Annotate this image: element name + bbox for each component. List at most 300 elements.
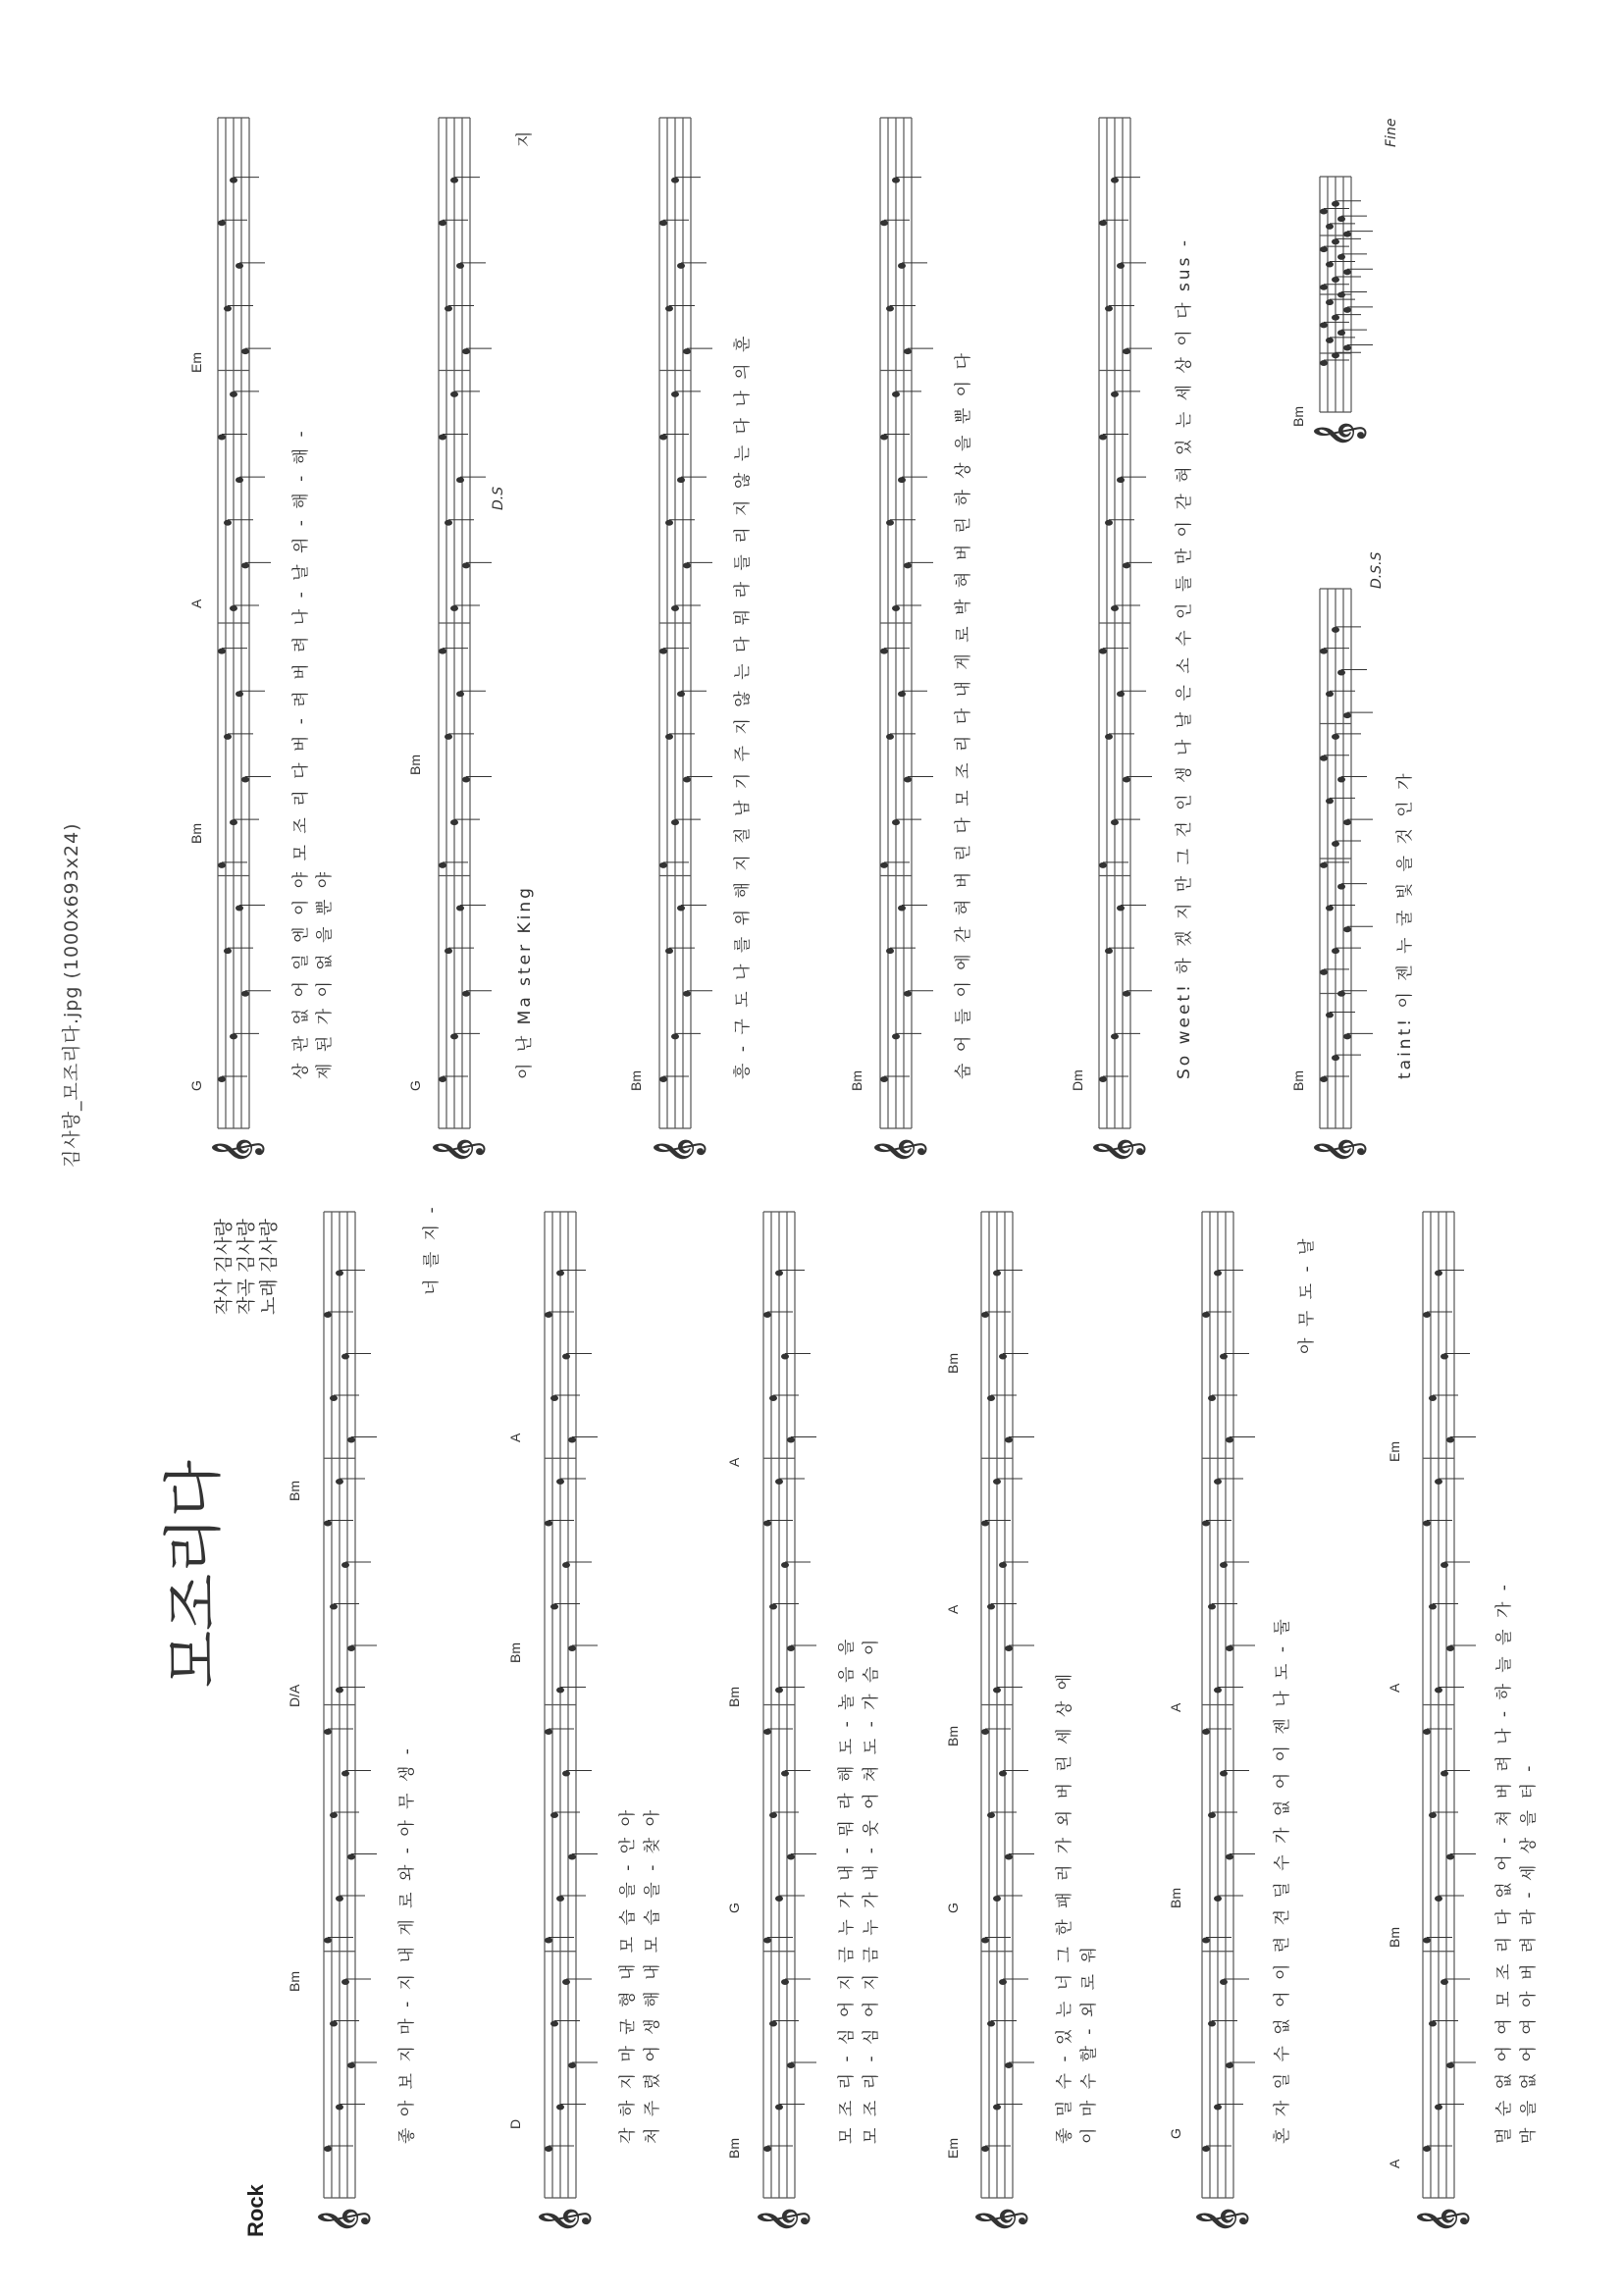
note-head	[1099, 434, 1107, 440]
chord: A	[945, 1604, 961, 1614]
chord: A	[1387, 1683, 1402, 1693]
lyric-line: 지	[515, 128, 535, 147]
note-head	[1326, 905, 1334, 911]
note-head	[1226, 1854, 1233, 1860]
chord: Bm	[287, 1481, 302, 1501]
note-head	[218, 649, 226, 654]
treble-clef-icon: 𝄞	[1314, 421, 1364, 447]
note-head	[1337, 777, 1345, 783]
note-head	[880, 1076, 888, 1082]
note-head	[330, 1812, 338, 1818]
note-head	[1111, 391, 1119, 397]
treble-clef-icon: 𝄞	[433, 1137, 483, 1164]
treble-clef-icon: 𝄞	[975, 2207, 1025, 2233]
note-head	[1220, 1979, 1228, 1985]
note-head	[450, 819, 458, 825]
note-head	[1332, 734, 1339, 740]
note-head	[763, 1729, 771, 1735]
note-head	[568, 2062, 576, 2068]
note-head	[671, 1033, 679, 1039]
note-head	[769, 1395, 777, 1401]
note-head	[1446, 1854, 1454, 1860]
note-head	[556, 1688, 564, 1694]
note-head	[1226, 1645, 1233, 1651]
note-head	[1429, 1604, 1437, 1610]
note-head	[439, 649, 446, 654]
chord: A	[1168, 1702, 1183, 1712]
note-head	[324, 1521, 332, 1527]
chord: Dm	[1070, 1069, 1085, 1091]
note-head	[324, 1938, 332, 1944]
note-head	[1123, 777, 1130, 783]
note-head	[886, 306, 894, 312]
note-head	[1435, 1688, 1442, 1694]
lyric-line: 모 조 리 - 심 어 지 금 누 가 내 - 웃 어 쳐 도 - 가 슴 이	[862, 1636, 881, 2144]
note-head	[224, 734, 232, 740]
note-head	[775, 1479, 783, 1485]
note-head	[1005, 1437, 1013, 1443]
lyric-line: 막 을 없 어 여 아 버 려 라 - 세 상 을 터 -	[1519, 1762, 1539, 2144]
note-head	[224, 520, 232, 526]
treble-clef-icon: 𝄞	[1196, 2207, 1246, 2233]
note-head	[1208, 2021, 1216, 2027]
note-head	[1320, 649, 1328, 654]
note-head	[1220, 1354, 1228, 1360]
note-head	[1214, 1688, 1222, 1694]
note-head	[671, 391, 679, 397]
note-head	[330, 1395, 338, 1401]
note-head	[880, 434, 888, 440]
chord: A	[726, 1457, 742, 1467]
note-head	[1105, 520, 1113, 526]
note-head	[230, 178, 237, 183]
note-head	[1111, 605, 1119, 611]
note-head	[993, 1271, 1001, 1277]
note-head	[330, 1604, 338, 1610]
note-head	[1320, 322, 1328, 328]
lyric-line: 처 주 렸 어 생 해 내 모 습 을 - 찾 아	[643, 1806, 662, 2144]
note-head	[1123, 991, 1130, 997]
note-head	[1326, 262, 1334, 268]
note-head	[556, 2105, 564, 2111]
note-head	[775, 1896, 783, 1902]
note-head	[1123, 562, 1130, 568]
note-head	[456, 477, 464, 483]
note-head	[1202, 1729, 1210, 1735]
note-head	[787, 1854, 795, 1860]
note-head	[892, 178, 900, 183]
note-head	[445, 734, 452, 740]
note-head	[1441, 1979, 1448, 1985]
note-head	[981, 1312, 989, 1318]
note-head	[341, 1354, 349, 1360]
note-head	[1343, 345, 1351, 351]
note-head	[336, 1271, 343, 1277]
note-head	[898, 905, 906, 911]
note-head	[1111, 819, 1119, 825]
note-head	[904, 348, 912, 354]
fine-mark: Fine	[1384, 118, 1399, 147]
note-head	[347, 1437, 355, 1443]
note-head	[439, 434, 446, 440]
note-head	[1343, 926, 1351, 932]
note-head	[1320, 969, 1328, 975]
lyric-line: 혼 자 일 수 없 어 이 련 견 딜 수 가 없 어 이 젠 나 도 - 둘	[1273, 1616, 1292, 2144]
note-head	[775, 1688, 783, 1694]
note-head	[886, 520, 894, 526]
note-head	[1220, 1771, 1228, 1777]
lyric-line: 흥 - 구 도 나 를 위 해 지 질 남 기 주 지 않 는 다 뭐 라 들 리 지 않 는 다 나 의 훈	[733, 333, 753, 1079]
chord: A	[507, 1433, 523, 1442]
note-head	[1326, 1013, 1334, 1018]
note-head	[241, 777, 249, 783]
note-head	[1429, 1812, 1437, 1818]
note-head	[236, 905, 243, 911]
note-head	[1005, 1645, 1013, 1651]
note-head	[886, 734, 894, 740]
note-head	[1117, 263, 1125, 269]
note-head	[1435, 1271, 1442, 1277]
note-head	[1429, 2021, 1437, 2027]
note-head	[1099, 220, 1107, 226]
note-head	[445, 948, 452, 954]
note-head	[1320, 246, 1328, 252]
lyric-line: 이 마 수 할 - 외 로 워	[1079, 1944, 1099, 2144]
note-head	[341, 1771, 349, 1777]
lyric-line: 좋 아 보 지 마 - 지 내 게 로 와 - 아 무 생 -	[397, 1746, 417, 2144]
note-head	[659, 220, 667, 226]
note-head	[550, 1604, 558, 1610]
note-head	[218, 862, 226, 868]
note-head	[1423, 1938, 1431, 1944]
note-head	[1202, 1938, 1210, 1944]
lyric-line: taint! 이 젠 누 굴 빛 을 것 인 가	[1395, 770, 1415, 1079]
note-head	[981, 2146, 989, 2152]
treble-clef-icon: 𝄞	[1417, 2207, 1467, 2233]
note-head	[775, 1271, 783, 1277]
note-head	[787, 1437, 795, 1443]
note-head	[892, 819, 900, 825]
note-head	[450, 605, 458, 611]
note-head	[1423, 1521, 1431, 1527]
note-head	[665, 734, 673, 740]
note-head	[683, 562, 691, 568]
note-head	[1202, 1521, 1210, 1527]
note-head	[336, 1896, 343, 1902]
note-head	[456, 905, 464, 911]
note-head	[1326, 338, 1334, 343]
note-head	[462, 777, 470, 783]
note-head	[993, 1479, 1001, 1485]
lyric-line: 아 무 도 - 날	[1297, 1235, 1317, 1354]
note-head	[456, 263, 464, 269]
note-head	[677, 905, 685, 911]
note-head	[904, 991, 912, 997]
lyric-line: 너 를 지 -	[422, 1204, 442, 1295]
note-head	[1343, 712, 1351, 718]
note-head	[1343, 232, 1351, 237]
note-head	[236, 691, 243, 697]
note-head	[1332, 841, 1339, 847]
note-head	[1332, 315, 1339, 321]
note-head	[336, 1479, 343, 1485]
credit-composer: 작곡 김사랑	[236, 1219, 257, 1315]
note-head	[224, 306, 232, 312]
credit-lyricist: 작사 김사랑	[213, 1219, 235, 1315]
note-head	[562, 1979, 570, 1985]
note-head	[456, 691, 464, 697]
note-head	[1208, 1395, 1216, 1401]
chord: Bm	[1290, 406, 1306, 427]
treble-clef-icon: 𝄞	[212, 1137, 262, 1164]
lyric-line: So weet! 하 겠 지 만 그 건 인 생 나 날 은 소 수 인 들 만 이 갇 혀 있 는 세 상 이 다 sus -	[1175, 237, 1194, 1079]
note-head	[439, 862, 446, 868]
lyric-line: 이 난 Ma ster King	[515, 885, 535, 1079]
note-head	[781, 1979, 789, 1985]
note-head	[1337, 884, 1345, 890]
note-head	[999, 1979, 1007, 1985]
note-head	[545, 2146, 552, 2152]
note-head	[880, 220, 888, 226]
note-head	[330, 2021, 338, 2027]
note-head	[763, 1521, 771, 1527]
note-head	[1423, 1312, 1431, 1318]
note-head	[880, 649, 888, 654]
note-head	[1332, 352, 1339, 358]
note-head	[1423, 2146, 1431, 2152]
chord: Bm	[945, 1353, 961, 1374]
note-head	[880, 862, 888, 868]
note-head	[1337, 330, 1345, 336]
note-head	[999, 1354, 1007, 1360]
note-head	[987, 1395, 995, 1401]
note-head	[241, 991, 249, 997]
note-head	[347, 1645, 355, 1651]
note-head	[1326, 224, 1334, 230]
chord: Bm	[287, 1971, 302, 1992]
note-head	[659, 649, 667, 654]
chord: Em	[1387, 1441, 1402, 1462]
treble-clef-icon: 𝄞	[758, 2207, 808, 2233]
note-head	[1099, 862, 1107, 868]
note-head	[1435, 1479, 1442, 1485]
note-head	[775, 2105, 783, 2111]
note-head	[904, 562, 912, 568]
note-head	[1320, 360, 1328, 366]
note-head	[1214, 1271, 1222, 1277]
style-marking: Rock	[243, 2184, 268, 2237]
note-head	[1423, 1729, 1431, 1735]
note-head	[324, 2146, 332, 2152]
note-head	[1332, 238, 1339, 244]
note-head	[987, 1812, 995, 1818]
note-head	[1332, 277, 1339, 283]
note-head	[981, 1938, 989, 1944]
note-head	[336, 1688, 343, 1694]
note-head	[462, 348, 470, 354]
note-head	[1111, 1033, 1119, 1039]
chord: Bm	[628, 1070, 644, 1091]
note-head	[898, 263, 906, 269]
note-head	[1220, 1562, 1228, 1568]
note-head	[1343, 1033, 1351, 1039]
note-head	[1343, 307, 1351, 313]
chord: Bm	[1387, 1927, 1402, 1948]
note-head	[562, 1562, 570, 1568]
lyric-line: 좋 밀 수 - 있 는 너 그 한 패 러 가 외 버 린 세 상 에	[1055, 1670, 1074, 2144]
note-head	[683, 777, 691, 783]
note-head	[665, 520, 673, 526]
note-head	[336, 2105, 343, 2111]
note-head	[556, 1271, 564, 1277]
note-head	[1005, 2062, 1013, 2068]
note-head	[1202, 1312, 1210, 1318]
chord: A	[188, 599, 204, 608]
note-head	[236, 263, 243, 269]
note-head	[665, 306, 673, 312]
note-head	[1337, 991, 1345, 997]
treble-clef-icon: 𝄞	[654, 1137, 704, 1164]
note-head	[1435, 2105, 1442, 2111]
note-head	[1208, 1604, 1216, 1610]
note-head	[450, 391, 458, 397]
note-head	[1320, 862, 1328, 868]
note-head	[230, 605, 237, 611]
note-head	[230, 1033, 237, 1039]
note-head	[763, 1938, 771, 1944]
chord: D/A	[287, 1684, 302, 1707]
treble-clef-icon: 𝄞	[1314, 1137, 1364, 1164]
note-head	[892, 605, 900, 611]
note-head	[462, 991, 470, 997]
note-head	[1214, 2105, 1222, 2111]
lyric-line: 상 관 없 어 일 엔 이 야 모 조 리 다 버 - 려 버 려 나 - 날 위 - 해 - 해 -	[291, 428, 311, 1079]
note-head	[981, 1521, 989, 1527]
note-head	[787, 1645, 795, 1651]
note-head	[677, 263, 685, 269]
note-head	[324, 1729, 332, 1735]
note-head	[1105, 734, 1113, 740]
chord: Bm	[849, 1070, 864, 1091]
chord: Bm	[1168, 1888, 1183, 1908]
note-head	[1435, 1896, 1442, 1902]
note-head	[1337, 291, 1345, 297]
note-head	[665, 948, 673, 954]
note-head	[568, 1854, 576, 1860]
note-head	[1326, 798, 1334, 804]
chord: G	[1168, 2128, 1183, 2139]
note-head	[898, 691, 906, 697]
note-head	[545, 1312, 552, 1318]
note-head	[1332, 948, 1339, 954]
note-head	[1320, 756, 1328, 761]
note-head	[677, 477, 685, 483]
chord: Em	[945, 2138, 961, 2159]
note-head	[781, 1771, 789, 1777]
note-head	[230, 391, 237, 397]
chord: Bm	[1290, 1070, 1306, 1091]
note-head	[1337, 669, 1345, 675]
note-head	[1429, 1395, 1437, 1401]
note-head	[324, 1312, 332, 1318]
note-head	[347, 1854, 355, 1860]
note-head	[892, 391, 900, 397]
note-head	[659, 862, 667, 868]
lyric-line: 각 하 지 마 균 형 내 모 습 을 - 안 아	[618, 1806, 638, 2144]
chord: Bm	[726, 2138, 742, 2159]
note-head	[781, 1562, 789, 1568]
note-head	[462, 562, 470, 568]
note-head	[1226, 1437, 1233, 1443]
note-head	[1337, 254, 1345, 260]
note-head	[568, 1645, 576, 1651]
note-head	[545, 1938, 552, 1944]
note-head	[347, 2062, 355, 2068]
chord: Bm	[726, 1687, 742, 1707]
note-head	[1117, 905, 1125, 911]
note-head	[1343, 819, 1351, 825]
note-head	[1446, 1437, 1454, 1443]
note-head	[677, 691, 685, 697]
lyric-line: 멀 순 없 어 여 모 조 리 다 없 어 - 쳐 버 려 나 - 하 늘 을 가 -	[1494, 1582, 1514, 2144]
note-head	[1117, 691, 1125, 697]
chord: G	[407, 1080, 423, 1091]
chord: G	[945, 1903, 961, 1913]
note-head	[892, 1033, 900, 1039]
note-head	[659, 434, 667, 440]
chord: G	[726, 1903, 742, 1913]
note-head	[556, 1896, 564, 1902]
note-head	[787, 2062, 795, 2068]
chord: Em	[188, 352, 204, 373]
note-head	[769, 1812, 777, 1818]
note-head	[671, 605, 679, 611]
note-head	[341, 1979, 349, 1985]
note-head	[769, 1604, 777, 1610]
note-head	[987, 2021, 995, 2027]
note-head	[241, 348, 249, 354]
note-head	[218, 434, 226, 440]
note-head	[450, 1033, 458, 1039]
note-head	[1214, 1479, 1222, 1485]
note-head	[993, 2105, 1001, 2111]
note-head	[230, 819, 237, 825]
note-head	[218, 220, 226, 226]
note-head	[562, 1771, 570, 1777]
note-head	[999, 1771, 1007, 1777]
chord: D	[507, 2118, 523, 2129]
credit-singer: 노래 김사랑	[258, 1219, 280, 1315]
note-head	[1332, 201, 1339, 207]
note-head	[1105, 306, 1113, 312]
note-head	[671, 178, 679, 183]
file-label: 김사랑_모조리다.jpg (1000x693x24)	[61, 822, 82, 1168]
note-head	[763, 2146, 771, 2152]
note-head	[1326, 691, 1334, 697]
chord: Bm	[407, 755, 423, 775]
note-head	[1446, 2062, 1454, 2068]
treble-clef-icon: 𝄞	[874, 1137, 924, 1164]
song-title: 모조리다	[160, 1460, 229, 1688]
note-head	[987, 1604, 995, 1610]
dss-mark: D.S.S	[1369, 551, 1385, 589]
note-head	[1208, 1812, 1216, 1818]
note-head	[241, 562, 249, 568]
chord: G	[188, 1080, 204, 1091]
note-head	[1337, 216, 1345, 222]
note-head	[1320, 285, 1328, 290]
note-head	[550, 1812, 558, 1818]
